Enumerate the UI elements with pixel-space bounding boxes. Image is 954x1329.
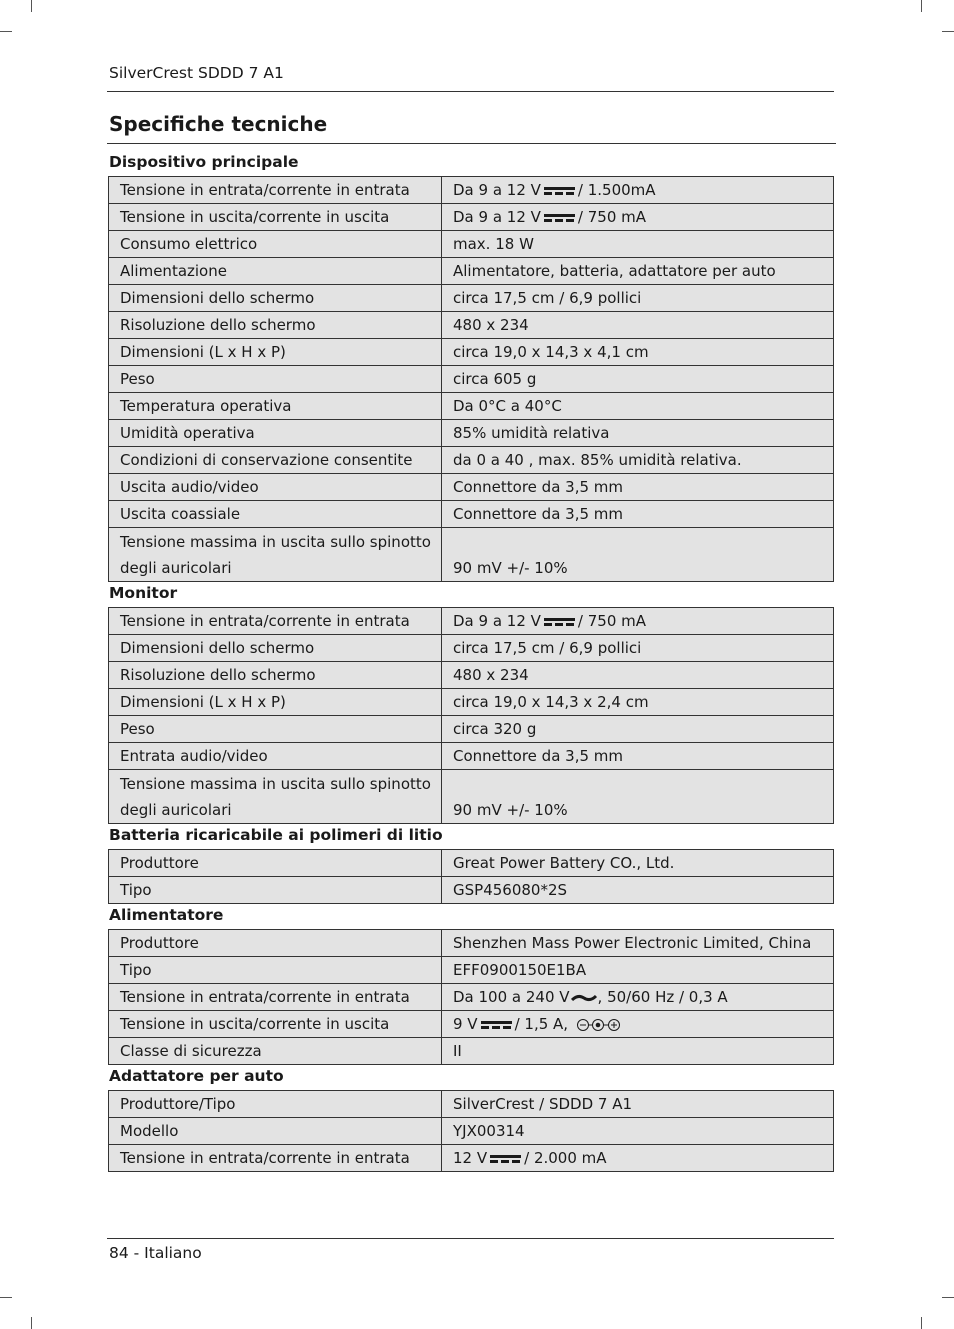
table-row [109,1091,834,1118]
table-row [109,1118,834,1145]
page-title: Specifiche tecniche [109,112,328,136]
table-row [109,689,834,716]
spec-label: Tensione in entrata/corrente in entrata [109,608,442,635]
spec-value-text: Da 9 a 12 V [453,181,541,199]
spec-table [108,176,834,582]
section-heading: Monitor [109,584,178,602]
spec-label: Tensione in uscita/corrente in uscita [109,204,442,231]
spec-label: Produttore [109,850,442,877]
spec-label: Tensione massima in uscita sullo spinotto degli auricolari [109,770,442,824]
spec-value [442,285,834,312]
spec-value [442,204,834,231]
spec-value [442,1118,834,1145]
spec-value [442,1145,834,1172]
spec-value-text: Connettore da 3,5 mm [453,478,623,496]
spec-value [442,716,834,743]
spec-label: Tipo [109,877,442,904]
spec-label: Condizioni di conservazione consentite [109,447,442,474]
spec-value [442,501,834,528]
spec-table [108,929,834,1065]
spec-value-text: Connettore da 3,5 mm [453,747,623,765]
table-row [109,984,834,1011]
table-row [109,393,834,420]
table-row [109,850,834,877]
crop-mark [31,0,32,12]
crop-mark [942,1297,954,1298]
spec-label: Dimensioni (L x H x P) [109,689,442,716]
spec-value-text: Da 0°C a 40°C [453,397,562,415]
spec-value [442,528,834,582]
spec-value-text: Shenzhen Mass Power Electronic Limited, China [453,934,812,952]
spec-content [108,151,834,1172]
footer-divider [107,1238,834,1239]
spec-value [442,393,834,420]
spec-value-suffix: / 2.000 mA [524,1149,607,1167]
spec-value [442,689,834,716]
spec-value-text: YJX00314 [453,1122,525,1140]
table-row [109,877,834,904]
spec-value-suffix: / 1,5 A, [514,1015,569,1033]
spec-value-suffix: / 750 mA [577,612,646,630]
dc-current-icon [544,186,575,196]
spec-value-text: circa 19,0 x 14,3 x 2,4 cm [453,693,649,711]
spec-value [442,930,834,957]
spec-value [442,743,834,770]
spec-label: Modello [109,1118,442,1145]
spec-value [442,312,834,339]
spec-value [442,635,834,662]
spec-table [108,1090,834,1172]
spec-value [442,877,834,904]
spec-value-text: max. 18 W [453,235,534,253]
spec-value [442,662,834,689]
section-heading: Adattatore per auto [109,1067,284,1085]
spec-label: Dimensioni (L x H x P) [109,339,442,366]
spec-value-text: Da 100 a 240 V [453,988,570,1006]
spec-value [442,984,834,1011]
table-row [109,957,834,984]
crop-mark [0,1297,12,1298]
spec-value-text: II [453,1042,462,1060]
section-heading: Batteria ricaricabile ai polimeri di litio [109,826,443,844]
spec-label: Dimensioni dello schermo [109,285,442,312]
spec-label: Produttore [109,930,442,957]
spec-value-suffix: , 50/60 Hz / 0,3 A [597,988,728,1006]
crop-mark [921,1317,922,1329]
spec-value-text: SilverCrest / SDDD 7 A1 [453,1095,633,1113]
spec-value-text: da 0 a 40 , max. 85% umidità relativa. [453,451,742,469]
spec-label: Tensione in entrata/corrente in entrata [109,1145,442,1172]
section-heading: Dispositivo principale [109,153,299,171]
spec-value [442,420,834,447]
spec-value-text: GSP456080*2S [453,881,568,899]
spec-label: Uscita audio/video [109,474,442,501]
table-row [109,635,834,662]
spec-value-text: 85% umidità relativa [453,424,610,442]
table-row [109,447,834,474]
dc-current-icon [490,1154,521,1164]
spec-value-text: circa 19,0 x 14,3 x 4,1 cm [453,343,649,361]
spec-label: Tensione massima in uscita sullo spinotto degli auricolari [109,528,442,582]
table-row [109,930,834,957]
spec-value [442,231,834,258]
table-row [109,716,834,743]
table-row [109,420,834,447]
spec-label: Produttore/Tipo [109,1091,442,1118]
spec-table [108,607,834,824]
spec-value [442,770,834,824]
spec-value-suffix: / 1.500mA [577,181,656,199]
spec-value [442,447,834,474]
running-header: SilverCrest SDDD 7 A1 [109,64,284,82]
spec-label: Alimentazione [109,258,442,285]
spec-label: Temperatura operativa [109,393,442,420]
spec-value-text: 480 x 234 [453,316,529,334]
spec-value [442,339,834,366]
table-row [109,501,834,528]
spec-value [442,1091,834,1118]
table-row [109,1011,834,1038]
spec-value [442,258,834,285]
spec-value-text: 90 mV +/- 10% [453,801,568,819]
spec-value [442,177,834,204]
table-row [109,608,834,635]
spec-value-text: 90 mV +/- 10% [453,559,568,577]
spec-table [108,849,834,904]
spec-value-text: 12 V [453,1149,488,1167]
spec-label: Peso [109,366,442,393]
table-row [109,258,834,285]
spec-value-text: Da 9 a 12 V [453,612,541,630]
section-heading: Alimentatore [109,906,224,924]
spec-value [442,608,834,635]
table-row [109,285,834,312]
spec-value-text: Connettore da 3,5 mm [453,505,623,523]
spec-label: Entrata audio/video [109,743,442,770]
dc-current-icon [481,1020,512,1030]
spec-value [442,957,834,984]
table-row [109,231,834,258]
crop-mark [31,1317,32,1329]
dc-current-icon [544,213,575,223]
polarity-icon [576,1018,622,1032]
crop-mark [0,31,12,32]
spec-value-text: EFF0900150E1BA [453,961,587,979]
spec-value-text: circa 605 g [453,370,537,388]
header-divider [107,91,834,92]
table-row [109,743,834,770]
spec-label: Tipo [109,957,442,984]
spec-label: Dimensioni dello schermo [109,635,442,662]
spec-value-suffix: / 750 mA [577,208,646,226]
spec-value-text: Great Power Battery CO., Ltd. [453,854,675,872]
spec-value [442,850,834,877]
table-row [109,1145,834,1172]
spec-label: Risoluzione dello schermo [109,662,442,689]
dc-current-icon [544,617,575,627]
spec-value [442,366,834,393]
spec-label: Tensione in uscita/corrente in uscita [109,1011,442,1038]
spec-value-text: circa 17,5 cm / 6,9 pollici [453,289,642,307]
table-row [109,770,834,824]
spec-label: Risoluzione dello schermo [109,312,442,339]
spec-label: Consumo elettrico [109,231,442,258]
page-footer: 84 - Italiano [109,1244,202,1262]
table-row [109,366,834,393]
spec-value-text: Da 9 a 12 V [453,208,541,226]
table-row [109,339,834,366]
spec-value-text: 480 x 234 [453,666,529,684]
crop-mark [942,31,954,32]
spec-value [442,474,834,501]
spec-value-text: circa 17,5 cm / 6,9 pollici [453,639,642,657]
crop-mark [921,0,922,12]
spec-value-text: 9 V [453,1015,478,1033]
table-row [109,528,834,582]
ac-current-icon [571,993,597,1003]
table-row [109,1038,834,1065]
spec-label: Tensione in entrata/corrente in entrata [109,177,442,204]
spec-value-text: circa 320 g [453,720,537,738]
title-divider [107,143,836,144]
spec-label: Uscita coassiale [109,501,442,528]
spec-label: Tensione in entrata/corrente in entrata [109,984,442,1011]
spec-label: Classe di sicurezza [109,1038,442,1065]
spec-value-text: Alimentatore, batteria, adattatore per auto [453,262,776,280]
table-row [109,474,834,501]
spec-label: Peso [109,716,442,743]
table-row [109,312,834,339]
spec-label: Umidità operativa [109,420,442,447]
spec-value [442,1038,834,1065]
spec-value [442,1011,834,1038]
table-row [109,662,834,689]
table-row [109,204,834,231]
table-row [109,177,834,204]
